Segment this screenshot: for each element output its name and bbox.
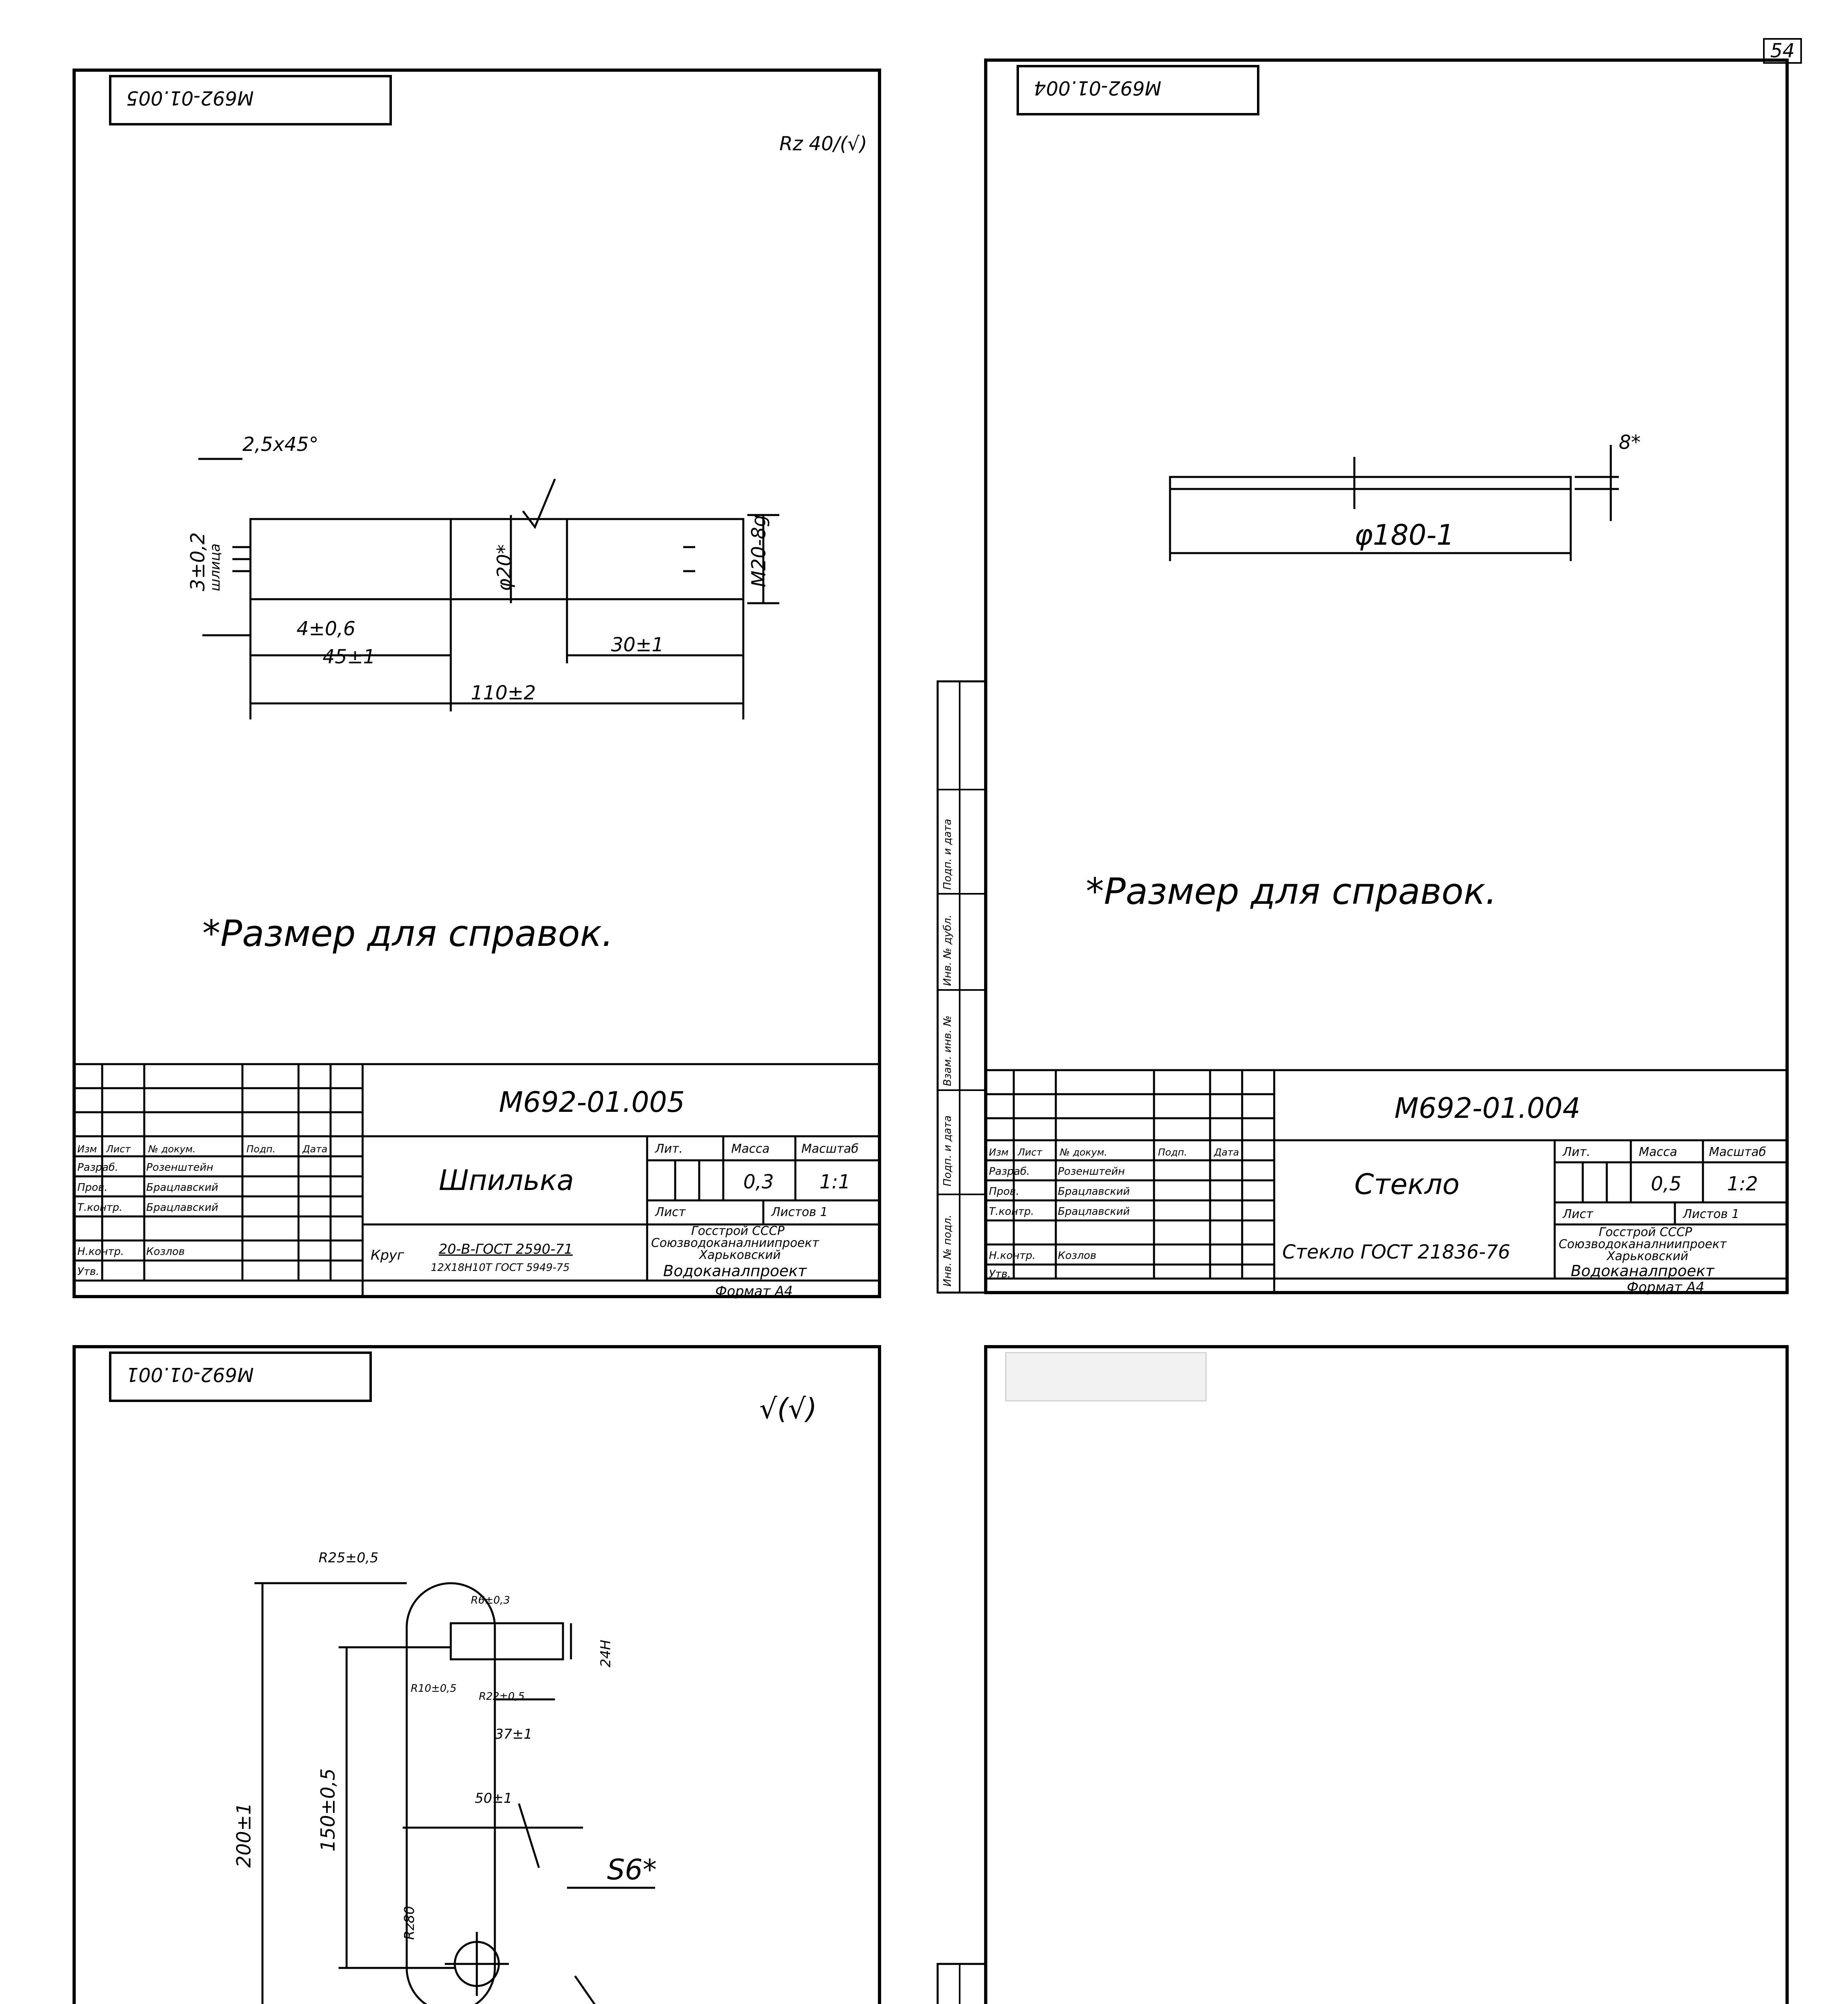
role-prov: Пров. — [77, 1182, 108, 1194]
sheets-count: Листов 1 — [1683, 1207, 1739, 1221]
roughness-mark: √(√) — [759, 1392, 817, 1425]
org-3: Харьковский — [699, 1248, 781, 1262]
person-prov: Брацлавский — [146, 1182, 218, 1194]
hdr-sign: Подп. — [246, 1143, 276, 1155]
org-4: Водоканалпроект — [1571, 1262, 1715, 1280]
dim-50: 50±1 — [475, 1790, 512, 1806]
dim-150: 150±0,5 — [317, 1768, 339, 1852]
dim-thread: М20-8g — [748, 515, 770, 587]
title-name: Стекло — [1354, 1168, 1460, 1201]
dim-thickness: 8* — [1619, 431, 1641, 454]
mass-value: 0,3 — [743, 1171, 774, 1193]
dim-37: 37±1 — [495, 1726, 533, 1742]
material-bottom: 12Х18Н10Т ГОСТ 5949-75 — [431, 1262, 570, 1274]
dim-diameter: φ20* — [493, 544, 516, 591]
hdr-date: Дата — [1214, 1147, 1239, 1158]
person-razrab: Розенштейн — [1058, 1166, 1125, 1178]
person-tkontr: Брацлавский — [146, 1202, 218, 1214]
dim-len-30: 30±1 — [611, 634, 664, 656]
side-stamp-3: Взам. инв. № — [942, 1015, 954, 1086]
title-code: М692-01.005 — [499, 1086, 685, 1119]
dim-r-top: R25±0,5 — [319, 1550, 379, 1566]
flipped-drawing-code: М692-01.004 — [1034, 77, 1162, 99]
dim-thickness: S6* — [607, 1853, 657, 1886]
sheet-steklo — [938, 60, 1787, 1293]
hdr-izm: Изм — [77, 1143, 97, 1155]
role-razrab: Разраб. — [989, 1166, 1030, 1178]
dim-len-45: 45±1 — [323, 646, 375, 668]
role-prov: Пров. — [989, 1186, 1019, 1198]
dim-slot: 3±0,2 — [187, 532, 209, 591]
title-block — [986, 1070, 1787, 1293]
role-razrab: Разраб. — [77, 1162, 119, 1174]
flipped-drawing-code: М692-01.001 — [126, 1363, 254, 1386]
role-nkontr: Н.контр. — [989, 1250, 1036, 1262]
role-nkontr: Н.контр. — [77, 1246, 124, 1258]
material-prefix: Круг — [371, 1247, 404, 1263]
dim-len-110: 110±2 — [471, 682, 536, 704]
hdr-sign: Подп. — [1158, 1147, 1187, 1158]
dim-roughness-side: Rz80 — [401, 1906, 418, 1940]
material-top: 20-В-ГОСТ 2590-71 — [439, 1241, 573, 1257]
dim-r-small: R6±0,3 — [471, 1594, 510, 1606]
dim-width: 24Н — [598, 1640, 614, 1667]
col-scale: Масштаб — [1709, 1145, 1766, 1159]
person-nkontr: Козлов — [1058, 1250, 1097, 1262]
col-mass: Масса — [1639, 1145, 1677, 1159]
hdr-date: Дата — [303, 1143, 328, 1155]
col-scale: Масштаб — [801, 1142, 859, 1156]
role-utv: Утв. — [77, 1266, 99, 1278]
side-stamp-5: Подп. и дата — [942, 818, 954, 890]
stud-drawing — [198, 459, 779, 719]
person-tkontr: Брацлавский — [1058, 1206, 1130, 1218]
hdr-list: Лист — [106, 1143, 131, 1155]
dim-slot-label: шлица — [207, 543, 223, 591]
roughness-mark: Rz 40/(√) — [779, 133, 868, 155]
col-mass: Масса — [731, 1142, 770, 1156]
title-name: Шпилька — [439, 1164, 574, 1197]
hdr-doc: № докум. — [1060, 1147, 1108, 1158]
dim-200: 200±1 — [233, 1802, 255, 1868]
person-nkontr: Козлов — [146, 1246, 185, 1258]
dim-diameter: φ180-1 — [1354, 519, 1455, 552]
role-utv: Утв. — [989, 1268, 1011, 1280]
flipped-drawing-code: М692-01.005 — [126, 87, 254, 109]
sheet-shpilka — [74, 70, 880, 1297]
hdr-doc: № докум. — [148, 1143, 196, 1155]
org-4: Водоканалпроект — [663, 1262, 807, 1280]
title-block — [74, 1064, 880, 1297]
dim-chamfer: 2,5х45° — [242, 433, 319, 456]
person-razrab: Розенштейн — [146, 1162, 214, 1174]
title-code: М692-01.004 — [1394, 1092, 1581, 1125]
col-sheet: Лист — [1563, 1207, 1594, 1221]
material: Стекло ГОСТ 21836-76 — [1282, 1241, 1511, 1263]
hdr-izm: Изм — [989, 1147, 1009, 1158]
scale-value: 1:1 — [819, 1171, 851, 1193]
sheet-frame — [938, 1347, 1787, 2004]
side-stamp-4: Инв. № дубл. — [942, 915, 954, 986]
dim-r-inner: R10±0,5 — [411, 1683, 457, 1695]
format-label: Формат А4 — [1627, 1279, 1705, 1295]
dim-r-mid: R22±0,5 — [479, 1691, 525, 1703]
dim-len-4: 4±0,6 — [297, 618, 356, 640]
org-2: Союзводоканалниипроект — [651, 1236, 819, 1250]
org-1: Госстрой СССР — [1599, 1225, 1692, 1239]
scale-value: 1:2 — [1727, 1173, 1758, 1195]
col-lit: Лит. — [655, 1142, 683, 1156]
page-number: 54 — [1763, 38, 1802, 64]
sheet-frame — [74, 1347, 880, 2004]
org-3: Харьковский — [1607, 1249, 1689, 1263]
side-stamp-2: Подп. и дата — [942, 1115, 954, 1186]
col-sheet: Лист — [655, 1205, 686, 1219]
reference-note: *Размер для справок. — [202, 913, 613, 955]
person-prov: Брацлавский — [1058, 1186, 1130, 1198]
mass-value: 0,5 — [1651, 1173, 1682, 1195]
role-tkontr: Т.контр. — [77, 1202, 123, 1214]
format-label: Формат А4 — [715, 1283, 793, 1299]
org-2: Союзводоканалниипроект — [1559, 1237, 1727, 1251]
busbar-drawing — [254, 1583, 655, 2004]
sheet-shina — [74, 1347, 880, 2004]
col-lit: Лит. — [1563, 1145, 1591, 1159]
hdr-list: Лист — [1018, 1147, 1042, 1158]
reference-note: *Размер для справок. — [1086, 871, 1497, 913]
role-tkontr: Т.контр. — [989, 1206, 1034, 1218]
sheet-blank — [938, 1347, 1787, 2004]
sheets-count: Листов 1 — [771, 1205, 828, 1219]
side-stamp-1: Инв. № подл. — [942, 1214, 954, 1287]
org-1: Госстрой СССР — [691, 1224, 785, 1238]
